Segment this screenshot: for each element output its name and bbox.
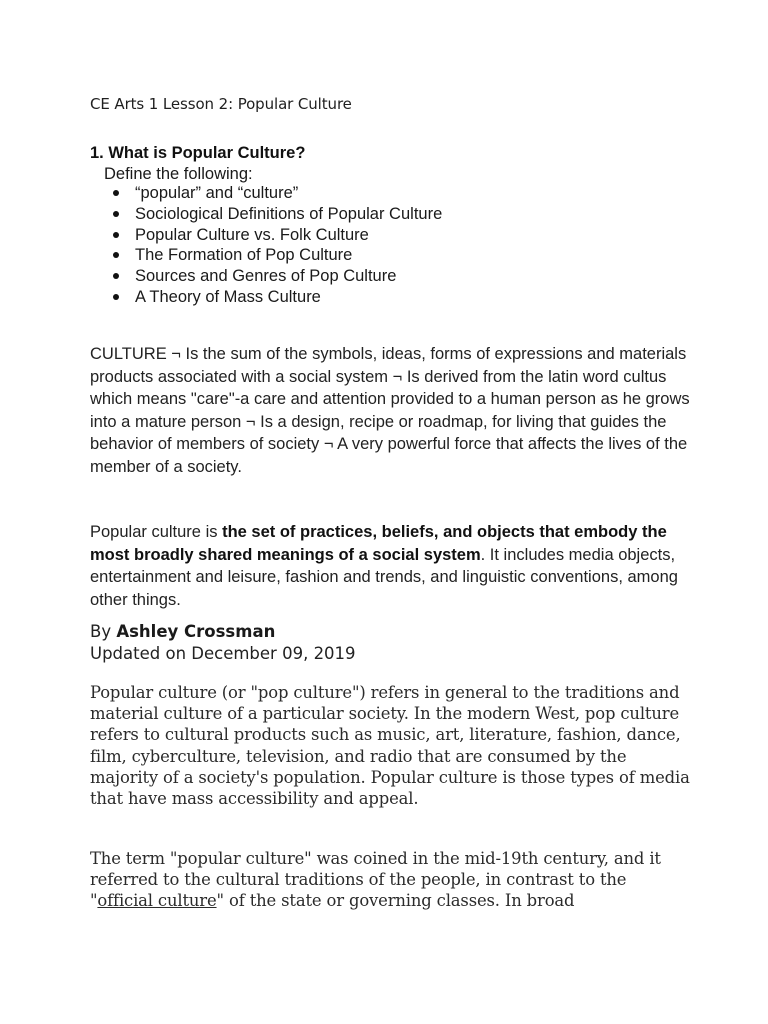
popular-lead: Popular culture is [90, 523, 223, 541]
list-item-label: “popular” and “culture” [135, 184, 299, 202]
official-culture-link[interactable]: official culture [97, 891, 217, 911]
updated-date: Updated on December 09, 2019 [90, 644, 356, 663]
term-origin-paragraph [90, 848, 690, 912]
pop-culture-definition-paragraph: Popular culture (or "pop culture") refers in general to the traditions and material culture of a particular society. In the modern West, pop culture refers to cultural products such as music, art, literature, fashion, dance, film, cyberculture, television, and radio that are consumed by the majority of a society's population. Popular culture is those types of media that have mass accessibility and appeal. [90, 683, 690, 809]
list-item [113, 266, 442, 287]
author-name: Ashley Crossman [116, 622, 276, 641]
list-item [113, 183, 442, 204]
term-tail: " of the state or governing classes. In broad [216, 891, 575, 911]
culture-paragraph: CULTURE ¬ Is the sum of the symbols, ideas, forms of expressions and materials products associated with a social system ¬ Is derived from the latin word cultus which means "care"-a care and attention provided to a human person as he grows into a mature person ¬ Is a design, recipe or roadmap, for living that guides the behavior of members of society ¬ A very powerful force that affects the lives of the member of a society. [90, 345, 690, 476]
define-intro: Define the following: [104, 165, 253, 183]
popular-bold-definition: the set of practices, beliefs, and objects that embody the most broadly shared meanings of a social system [90, 523, 667, 564]
term-lead: The term "popular culture" was coined in the mid-19th century, and it referred to the cultural traditions of the people, in contrast to the " [90, 849, 661, 911]
document-title: CE Arts 1 Lesson 2: Popular Culture [90, 95, 352, 113]
list-item-label: Sources and Genres of Pop Culture [135, 267, 397, 286]
byline-prefix: By [90, 622, 117, 641]
list-item [113, 204, 442, 225]
bullet-icon [113, 294, 119, 300]
topic-list [113, 183, 442, 308]
list-item [113, 245, 442, 266]
list-item [113, 225, 442, 246]
list-item-label: The Formation of Pop Culture [135, 246, 353, 265]
popular-culture-paragraph [90, 521, 690, 611]
bullet-icon [113, 252, 119, 258]
list-item-label: Popular Culture vs. Folk Culture [135, 225, 369, 244]
bullet-icon [113, 232, 119, 238]
list-item [113, 287, 442, 308]
byline [90, 621, 275, 643]
list-item-label: A Theory of Mass Culture [135, 287, 321, 306]
popular-tail: . It includes media objects, entertainment and leisure, fashion and trends, and linguistic conventions, among other things. [90, 545, 678, 609]
question-heading: 1. What is Popular Culture? [90, 144, 306, 162]
list-item-label: Sociological Definitions of Popular Culture [135, 204, 443, 223]
bullet-icon [113, 273, 119, 279]
bullet-icon [113, 190, 119, 196]
bullet-icon [113, 211, 119, 217]
